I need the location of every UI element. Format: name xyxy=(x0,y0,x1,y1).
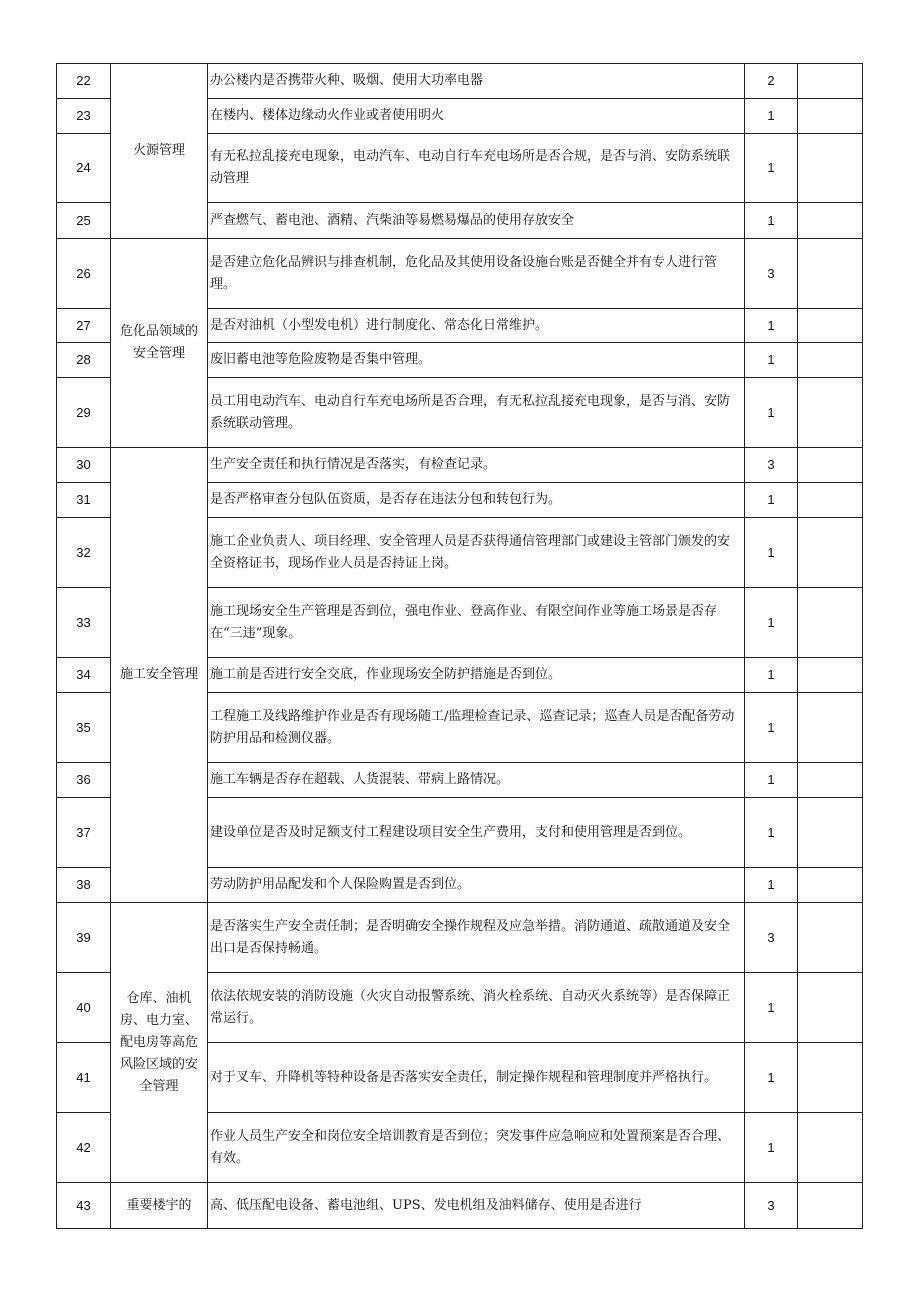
remark-cell xyxy=(798,448,863,483)
item-description: 是否严格审查分包队伍资质，是否存在违法分包和转包行为。 xyxy=(208,483,745,518)
row-number: 36 xyxy=(57,763,111,798)
score-cell: 1 xyxy=(745,798,798,868)
remark-cell xyxy=(798,693,863,763)
remark-cell xyxy=(798,518,863,588)
score-cell: 1 xyxy=(745,518,798,588)
row-number: 34 xyxy=(57,658,111,693)
inspection-table xyxy=(56,63,863,1229)
item-description: 是否建立危化品辨识与排查机制，危化品及其使用设备设施台账是否健全并有专人进行管理。 xyxy=(208,239,745,309)
row-number: 43 xyxy=(57,1183,111,1229)
row-number: 24 xyxy=(57,134,111,203)
row-number: 22 xyxy=(57,64,111,99)
score-cell: 1 xyxy=(745,1043,798,1113)
item-description: 严查燃气、蓄电池、酒精、汽柴油等易燃易爆品的使用存放安全 xyxy=(208,203,745,239)
table-row xyxy=(57,903,863,973)
score-cell: 1 xyxy=(745,203,798,239)
row-number: 25 xyxy=(57,203,111,239)
item-description: 施工前是否进行安全交底，作业现场安全防护措施是否到位。 xyxy=(208,658,745,693)
remark-cell xyxy=(798,798,863,868)
category-cell: 施工安全管理 xyxy=(111,448,208,903)
row-number: 28 xyxy=(57,343,111,378)
score-cell: 1 xyxy=(745,99,798,134)
row-number: 35 xyxy=(57,693,111,763)
score-cell: 3 xyxy=(745,903,798,973)
score-cell: 3 xyxy=(745,448,798,483)
score-cell: 1 xyxy=(745,693,798,763)
category-cell: 仓库、油机房、电力室、配电房等高危风险区域的安全管理 xyxy=(111,903,208,1183)
remark-cell xyxy=(798,973,863,1043)
remark-cell xyxy=(798,483,863,518)
score-cell: 1 xyxy=(745,378,798,448)
score-cell: 3 xyxy=(745,239,798,309)
remark-cell xyxy=(798,309,863,343)
table-row xyxy=(57,239,863,309)
row-number: 33 xyxy=(57,588,111,658)
item-description: 有无私拉乱接充电现象，电动汽车、电动自行车充电场所是否合规，是否与消、安防系统联动管理 xyxy=(208,134,745,203)
remark-cell xyxy=(798,1043,863,1113)
remark-cell xyxy=(798,134,863,203)
item-description: 施工车辆是否存在超载、人货混装、带病上路情况。 xyxy=(208,763,745,798)
item-description: 废旧蓄电池等危险废物是否集中管理。 xyxy=(208,343,745,378)
remark-cell xyxy=(798,1183,863,1229)
row-number: 26 xyxy=(57,239,111,309)
remark-cell xyxy=(798,99,863,134)
score-cell: 1 xyxy=(745,343,798,378)
score-cell: 1 xyxy=(745,134,798,203)
item-description: 对于叉车、升降机等特种设备是否落实安全责任，制定操作规程和管理制度并严格执行。 xyxy=(208,1043,745,1113)
remark-cell xyxy=(798,903,863,973)
item-description: 劳动防护用品配发和个人保险购置是否到位。 xyxy=(208,868,745,903)
row-number: 30 xyxy=(57,448,111,483)
remark-cell xyxy=(798,658,863,693)
item-description: 办公楼内是否携带火种、吸烟、使用大功率电器 xyxy=(208,64,745,99)
score-cell: 1 xyxy=(745,588,798,658)
item-description: 高、低压配电设备、蓄电池组、UPS、发电机组及油料储存、使用是否进行 xyxy=(208,1183,745,1229)
table-row xyxy=(57,1183,863,1229)
remark-cell xyxy=(798,239,863,309)
item-description: 作业人员生产安全和岗位安全培训教育是否到位；突发事件应急响应和处置预案是否合理、有效。 xyxy=(208,1113,745,1183)
item-description: 是否对油机（小型发电机）进行制度化、常态化日常维护。 xyxy=(208,309,745,343)
row-number: 39 xyxy=(57,903,111,973)
category-cell: 重要楼宇的 xyxy=(111,1183,208,1229)
remark-cell xyxy=(798,203,863,239)
row-number: 27 xyxy=(57,309,111,343)
score-cell: 2 xyxy=(745,64,798,99)
remark-cell xyxy=(798,64,863,99)
item-description: 是否落实生产安全责任制；是否明确安全操作规程及应急举措。消防通道、疏散通道及安全出口是否保持畅通。 xyxy=(208,903,745,973)
score-cell: 1 xyxy=(745,658,798,693)
row-number: 37 xyxy=(57,798,111,868)
item-description: 施工企业负责人、项目经理、安全管理人员是否获得通信管理部门或建设主管部门颁发的安全资格证书，现场作业人员是否持证上岗。 xyxy=(208,518,745,588)
score-cell: 1 xyxy=(745,868,798,903)
row-number: 42 xyxy=(57,1113,111,1183)
item-description: 建设单位是否及时足额支付工程建设项目安全生产费用，支付和使用管理是否到位。 xyxy=(208,798,745,868)
category-cell: 危化品领域的安全管理 xyxy=(111,239,208,448)
row-number: 29 xyxy=(57,378,111,448)
remark-cell xyxy=(798,343,863,378)
remark-cell xyxy=(798,378,863,448)
row-number: 40 xyxy=(57,973,111,1043)
score-cell: 3 xyxy=(745,1183,798,1229)
score-cell: 1 xyxy=(745,973,798,1043)
item-description: 施工现场安全生产管理是否到位，强电作业、登高作业、有限空间作业等施工场景是否存在“三违”现象。 xyxy=(208,588,745,658)
score-cell: 1 xyxy=(745,309,798,343)
remark-cell xyxy=(798,868,863,903)
row-number: 38 xyxy=(57,868,111,903)
table-row xyxy=(57,64,863,99)
score-cell: 1 xyxy=(745,763,798,798)
item-description: 依法依规安装的消防设施（火灾自动报警系统、消火栓系统、自动灭火系统等）是否保障正常运行。 xyxy=(208,973,745,1043)
category-cell: 火源管理 xyxy=(111,64,208,239)
item-description: 员工用电动汽车、电动自行车充电场所是否合理，有无私拉乱接充电现象，是否与消、安防系统联动管理。 xyxy=(208,378,745,448)
score-cell: 1 xyxy=(745,1113,798,1183)
row-number: 23 xyxy=(57,99,111,134)
row-number: 31 xyxy=(57,483,111,518)
row-number: 41 xyxy=(57,1043,111,1113)
remark-cell xyxy=(798,588,863,658)
item-description: 生产安全责任和执行情况是否落实，有检查记录。 xyxy=(208,448,745,483)
remark-cell xyxy=(798,1113,863,1183)
score-cell: 1 xyxy=(745,483,798,518)
item-description: 工程施工及线路维护作业是否有现场随工/监理检查记录、巡查记录；巡查人员是否配备劳动防护用品和检测仪器。 xyxy=(208,693,745,763)
remark-cell xyxy=(798,763,863,798)
row-number: 32 xyxy=(57,518,111,588)
table-row xyxy=(57,448,863,483)
item-description: 在楼内、楼体边缘动火作业或者使用明火 xyxy=(208,99,745,134)
